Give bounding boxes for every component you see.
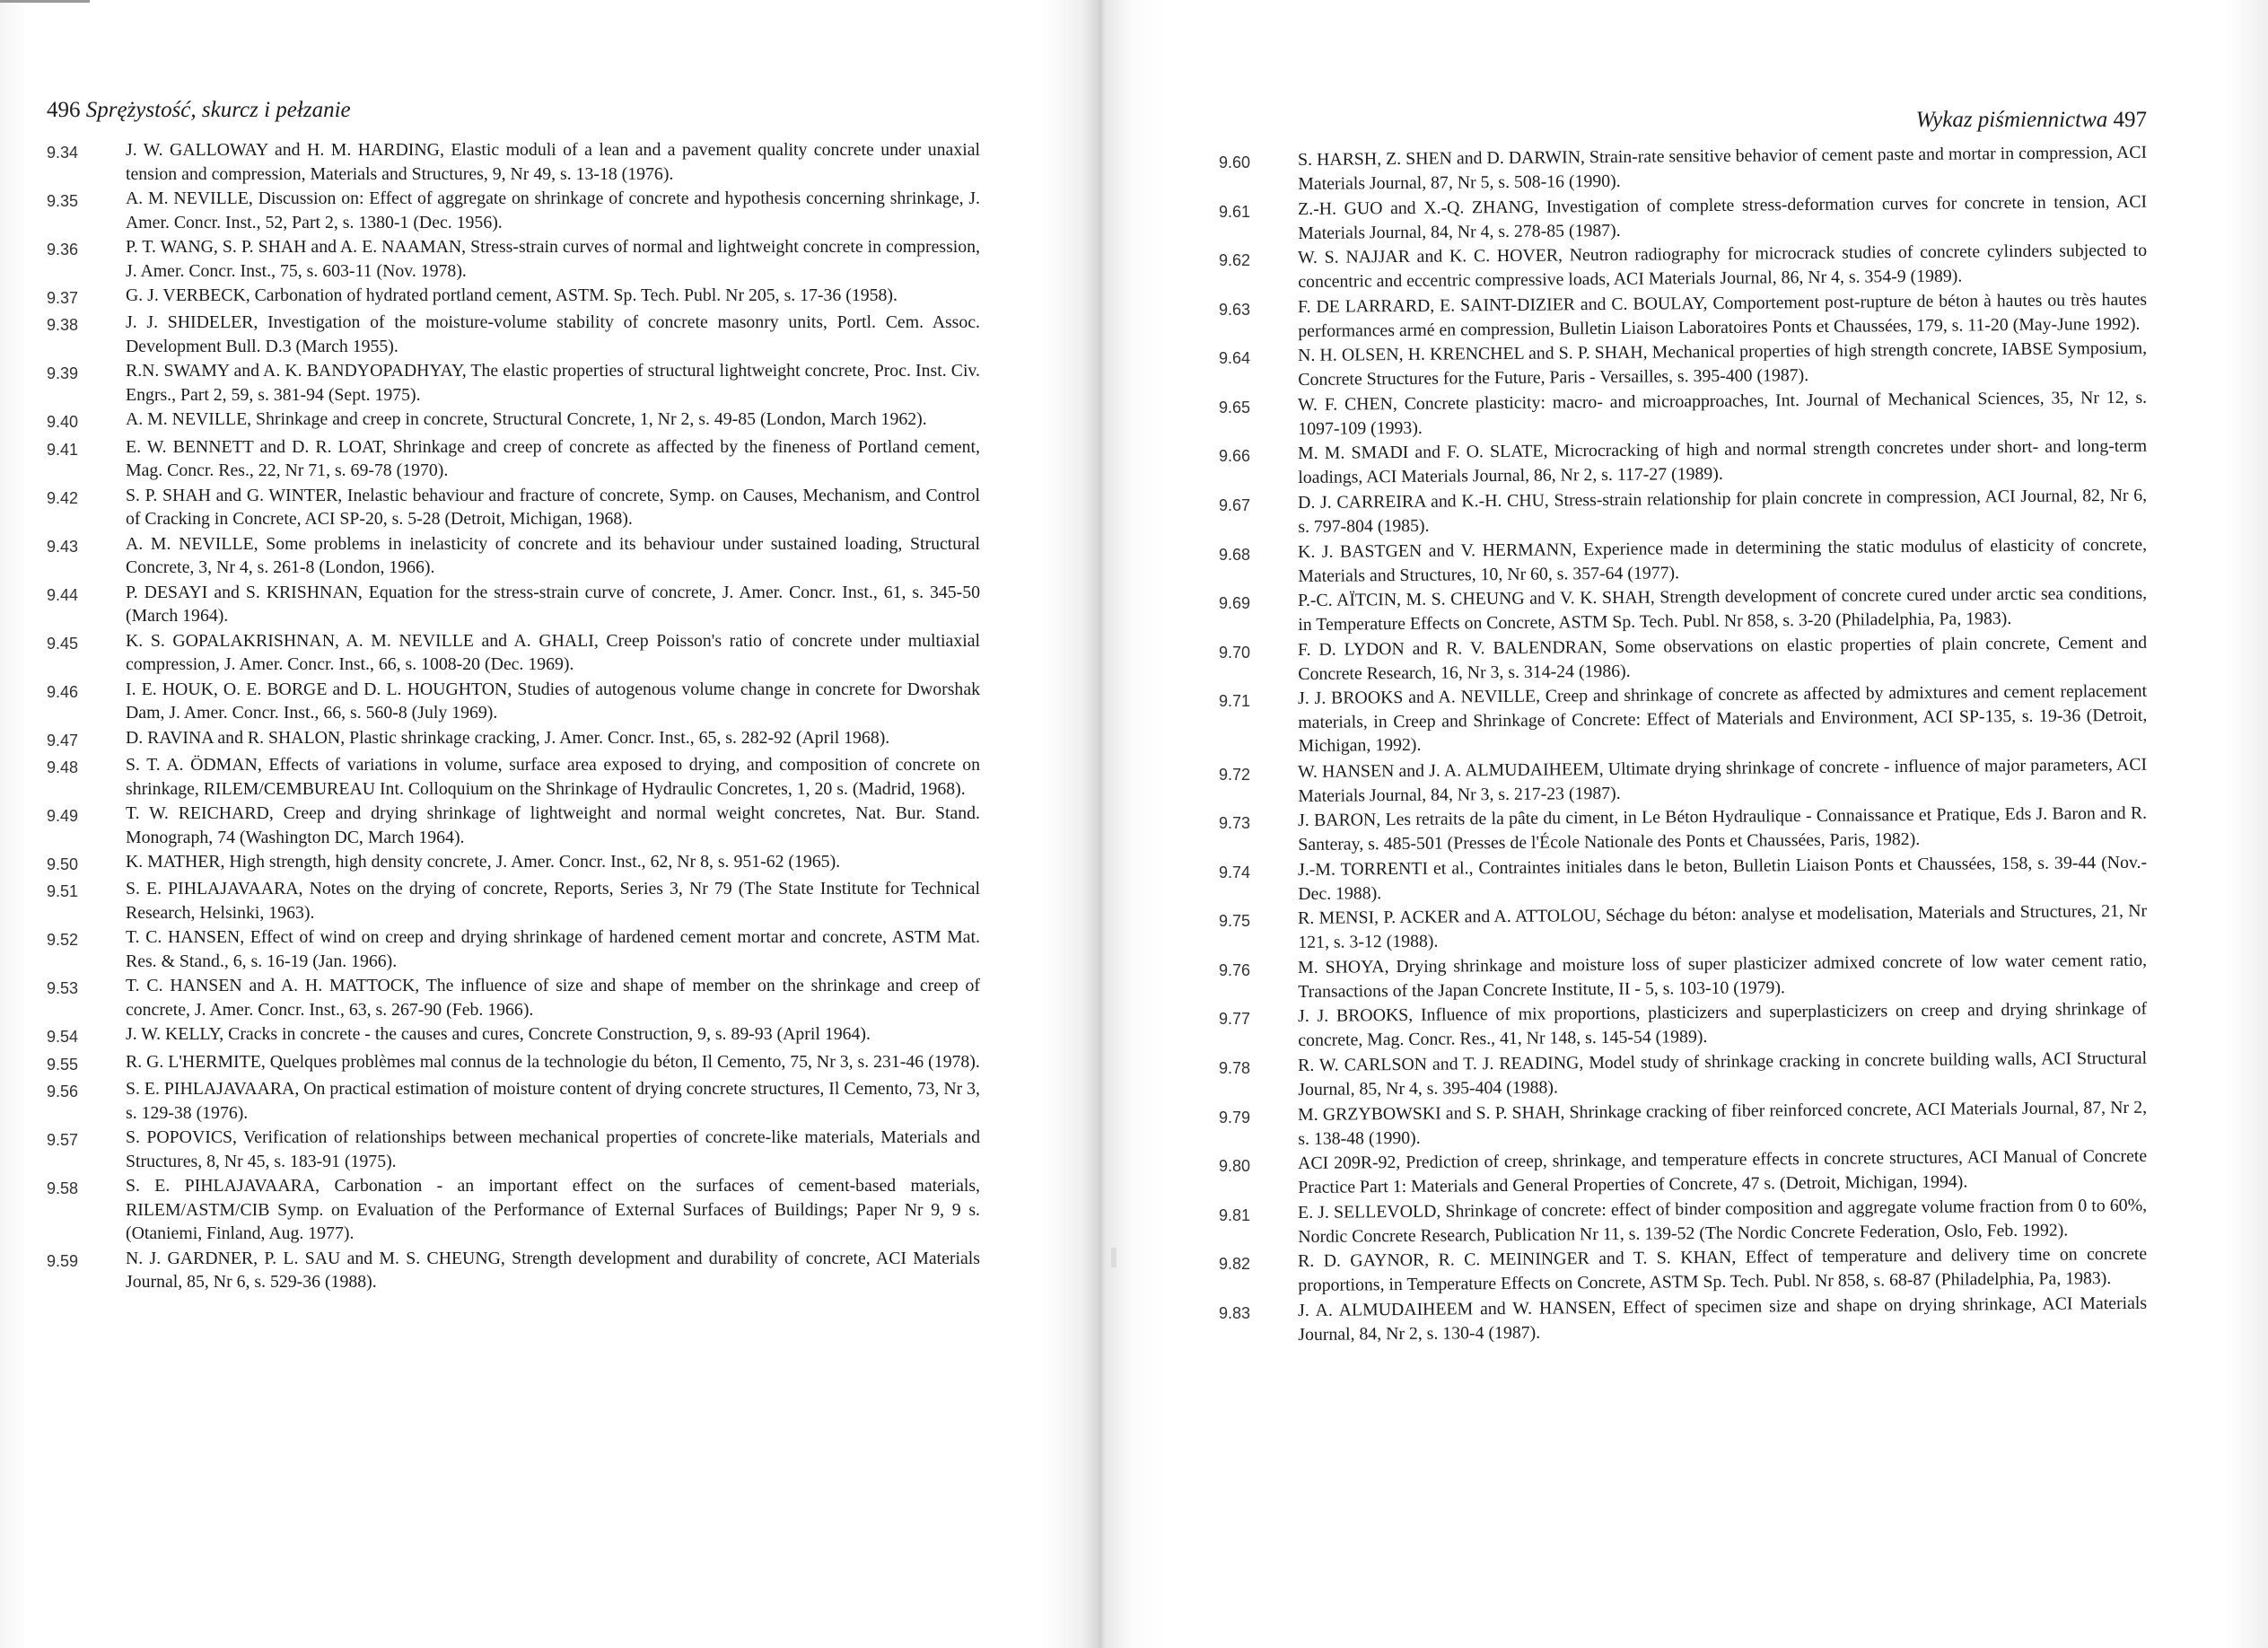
reference-entry <box>1219 240 2148 294</box>
reference-text: N. H. OLSEN, H. KRENCHEL and S. P. SHAH, Mechanical properties of high strength concrete, IABSE Symposium, Concrete Structures for the Future, Paris - Versailles, s. 395-400 (1987). <box>1298 338 2148 390</box>
reference-entry <box>1219 1048 2148 1101</box>
reference-entry <box>1219 1097 2148 1151</box>
reference-number: 9.72 <box>1219 765 1251 784</box>
reference-text: R. W. CARLSON and T. J. READING, Model study of shrinkage cracking in concrete building walls, ACI Structural Journal, 85, Nr 4, s. 395-404 (1988). <box>1298 1048 2148 1100</box>
reference-number: 9.38 <box>47 316 79 335</box>
reference-text: D. J. CARREIRA and K.-H. CHU, Stress-strain relationship for plain concrete in compression, ACI Journal, 82, Nr 6, s. 797-804 (1985). <box>1298 485 2148 537</box>
reference-number: 9.49 <box>47 806 79 825</box>
reference-number: 9.52 <box>47 931 79 950</box>
reference-number: 9.69 <box>1219 594 1251 613</box>
reference-entry <box>47 1174 980 1246</box>
reference-entry <box>1219 632 2148 686</box>
reference-entry <box>1219 485 2148 539</box>
reference-entry <box>47 925 980 973</box>
reference-number: 9.68 <box>1219 545 1251 564</box>
reference-entry <box>1219 583 2148 636</box>
reference-number: 9.61 <box>1219 202 1251 221</box>
reference-text: K. MATHER, High strength, high density concrete, J. Amer. Concr. Inst., 62, Nr 8, s. 951-62 (1965). <box>126 851 841 872</box>
reference-number: 9.42 <box>47 488 79 507</box>
binding-mark <box>1111 1248 1116 1267</box>
reference-text: N. J. GARDNER, P. L. SAU and M. S. CHEUNG, Strength development and durability of concrete, ACI Materials Journal, 85, Nr 6, s. 529-36 (1988). <box>126 1248 980 1293</box>
left-header-title: Sprężystość, skurcz i pełzanie <box>85 98 351 122</box>
reference-text: S. HARSH, Z. SHEN and D. DARWIN, Strain-rate sensitive behavior of cement paste and mortar in compression, ACI Materials Journal, 87, Nr 5, s. 508-16 (1990). <box>1298 142 2148 194</box>
reference-text: ACI 209R-92, Prediction of creep, shrinkage, and temperature effects in concrete structures, ACI Manual of Concrete Practice Part 1: Materials and General Properties of Concrete, 47 s. (Detroit, Michigan, 1994). <box>1298 1145 2148 1197</box>
right-page <box>1219 103 2147 1347</box>
left-page <box>47 93 980 1295</box>
reference-number: 9.37 <box>47 288 79 307</box>
reference-entry <box>1219 534 2148 588</box>
reference-entry <box>47 235 980 283</box>
reference-entry <box>47 1022 980 1049</box>
reference-entry <box>1219 436 2148 489</box>
right-reference-list <box>1219 142 2148 1346</box>
right-page-number: 497 <box>2113 108 2147 132</box>
reference-text: P. DESAYI and S. KRISHNAN, Equation for the stress-strain curve of concrete, J. Amer. Concr. Inst., 61, s. 345-50 (March 1964). <box>126 582 980 627</box>
reference-entry <box>47 435 980 483</box>
reference-text: A. M. NEVILLE, Shrinkage and creep in concrete, Structural Concrete, 1, Nr 2, s. 49-85 (London, March 1962). <box>126 409 927 430</box>
reference-entry <box>1219 999 2148 1052</box>
reference-entry <box>47 484 980 531</box>
reference-text: J. BARON, Les retraits de la pâte du ciment, in Le Béton Hydraulique - Connaissance et Pratique, Eds J. Baron and R. Santeray, s. 485-501 (Presses de l'École Nationale des Ponts et Chaussées, Paris, 1982). <box>1298 802 2148 855</box>
reference-text: M. SHOYA, Drying shrinkage and moisture loss of super plasticizer admixed concrete of low water cement ratio, Transactions of the Japan Concrete Institute, II - 5, s. 103-10 (1979). <box>1298 950 2148 1002</box>
reference-entry <box>47 753 980 801</box>
reference-number: 9.62 <box>1219 251 1251 270</box>
reference-text: J. J. BROOKS, Influence of mix proportions, plasticizers and superplasticizers on creep and drying shrinkage of concrete, Mag. Concr. Res., 41, Nr 148, s. 145-54 (1989). <box>1298 999 2148 1051</box>
reference-number: 9.64 <box>1219 349 1251 368</box>
reference-number: 9.74 <box>1219 863 1251 881</box>
reference-number: 9.75 <box>1219 912 1251 931</box>
reference-text: R. D. GAYNOR, R. C. MEININGER and T. S. KHAN, Effect of temperature and delivery time on concrete proportions, in Temperature Effects on Concrete, ASTM Sp. Tech. Publ. Nr 858, s. 68-87 (Philadelphia, Pa, 1983). <box>1298 1244 2148 1295</box>
reference-text: T. C. HANSEN, Effect of wind on creep and drying shrinkage of hardened cement mortar and concrete, ASTM Mat. Res. & Stand., 6, s. 16-19 (Jan. 1966). <box>126 927 980 971</box>
reference-entry <box>47 532 980 580</box>
reference-text: G. J. VERBECK, Carbonation of hydrated portland cement, ASTM. Sp. Tech. Publ. Nr 205, s. 17-36 (1958). <box>126 285 898 305</box>
reference-entry <box>47 678 980 725</box>
scan-edge-line <box>0 0 90 3</box>
reference-text: K. S. GOPALAKRISHNAN, A. M. NEVILLE and A. GHALI, Creep Poisson's ratio of concrete under multiaxial compression, J. Amer. Concr. Inst., 66, s. 1008-20 (Dec. 1969). <box>126 630 980 675</box>
reference-text: F. DE LARRARD, E. SAINT-DIZIER and C. BOULAY, Comportement post-rupture de béton à hautes ou très hautes performances armé en compression, Bulletin Liaison Laboratoires Ponts et Chaussées, 179, s. 11-20 (May-June 1992). <box>1298 289 2148 341</box>
reference-number: 9.76 <box>1219 960 1251 979</box>
reference-text: E. W. BENNETT and D. R. LOAT, Shrinkage and creep of concrete as affected by the fineness of Portland cement, Mag. Concr. Res., 22, Nr 71, s. 69-78 (1970). <box>126 436 980 481</box>
reference-number: 9.67 <box>1219 496 1251 515</box>
reference-text: A. M. NEVILLE, Discussion on: Effect of aggregate on shrinkage of concrete and hypothesis concerning shrinkage, J. Amer. Concr. Inst., 52, Part 2, s. 1380-1 (Dec. 1956). <box>126 188 980 232</box>
reference-number: 9.65 <box>1219 398 1251 416</box>
reference-entry <box>47 1050 980 1077</box>
reference-number: 9.82 <box>1219 1255 1251 1274</box>
reference-entry <box>47 1077 980 1125</box>
reference-number: 9.59 <box>47 1251 79 1270</box>
reference-text: R. G. L'HERMITE, Quelques problèmes mal connus de la technologie du béton, Il Cemento, 75, Nr 3, s. 231-46 (1978). <box>126 1051 980 1072</box>
left-page-number: 496 <box>47 98 81 122</box>
reference-text: W. S. NAJJAR and K. C. HOVER, Neutron radiography for microcrack studies of concrete cylinders subjected to concentric and eccentric compressive loads, ACI Materials Journal, 86, Nr 4, s. 354-9 (1989). <box>1298 240 2148 292</box>
reference-entry <box>47 1247 980 1294</box>
reference-entry <box>47 284 980 311</box>
reference-text: K. J. BASTGEN and V. HERMANN, Experience made in determining the static modulus of elasticity of concrete, Materials and Structures, 10, Nr 60, s. 357-64 (1977). <box>1298 534 2148 586</box>
reference-text: J.-M. TORRENTI et al., Contraintes initiales dans le beton, Bulletin Liaison Ponts et Chaussées, 158, s. 39-44 (Nov.-Dec. 1988). <box>1298 852 2148 904</box>
reference-text: M. GRZYBOWSKI and S. P. SHAH, Shrinkage cracking of fiber reinforced concrete, ACI Materials Journal, 87, Nr 2, s. 138-48 (1990). <box>1298 1097 2148 1149</box>
reference-number: 9.39 <box>47 364 79 383</box>
reference-entry <box>1219 387 2148 441</box>
reference-entry <box>1219 901 2148 954</box>
reference-entry <box>1219 338 2148 391</box>
reference-entry <box>47 850 980 877</box>
reference-entry <box>47 1126 980 1173</box>
reference-text: S. E. PIHLAJAVAARA, Notes on the drying of concrete, Reports, Series 3, Nr 79 (The State Institute for Technical Research, Helsinki, 1963). <box>126 879 980 923</box>
reference-text: T. C. HANSEN and A. H. MATTOCK, The influence of size and shape of member on the shrinkage and creep of concrete, J. Amer. Concr. Inst., 63, s. 267-90 (Feb. 1966). <box>126 976 980 1020</box>
reference-text: I. E. HOUK, O. E. BORGE and D. L. HOUGHTON, Studies of autogenous volume change in concrete for Dworshak Dam, J. Amer. Concr. Inst., 66, s. 560-8 (July 1969). <box>126 679 980 723</box>
reference-number: 9.45 <box>47 634 79 653</box>
reference-text: J. J. BROOKS and A. NEVILLE, Creep and shrinkage of concrete as affected by admixtures and cement replacement materials, in Creep and Shrinkage of Concrete: Effect of Materials and Environment, ACI SP-135, s. 19-36 (Detroit, Michigan, 1992). <box>1298 681 2148 757</box>
reference-entry <box>1219 681 2148 758</box>
reference-text: F. D. LYDON and R. V. BALENDRAN, Some observations on elastic properties of plain concrete, Cement and Concrete Research, 16, Nr 3, s. 314-24 (1986). <box>1298 632 2148 684</box>
reference-number: 9.51 <box>47 882 79 901</box>
reference-number: 9.47 <box>47 731 79 749</box>
reference-text: P. T. WANG, S. P. SHAH and A. E. NAAMAN, Stress-strain curves of normal and lightweight concrete in compression, J. Amer. Concr. Inst., 75, s. 603-11 (Nov. 1978). <box>126 236 980 281</box>
reference-entry <box>47 726 980 753</box>
reference-number: 9.73 <box>1219 814 1251 833</box>
reference-number: 9.57 <box>47 1131 79 1150</box>
reference-entry <box>47 629 980 677</box>
reference-text: T. W. REICHARD, Creep and drying shrinkage of lightweight and normal weight concretes, Nat. Bur. Stand. Monograph, 74 (Washington DC, March 1964). <box>126 802 980 847</box>
reference-text: S. E. PIHLAJAVAARA, On practical estimation of moisture content of drying concrete structures, Il Cemento, 73, Nr 3, s. 129-38 (1976). <box>126 1079 980 1123</box>
reference-number: 9.34 <box>47 144 79 162</box>
reference-entry <box>1219 1195 2148 1249</box>
reference-text: E. J. SELLEVOLD, Shrinkage of concrete: effect of binder composition and aggregate volume fraction from 0 to 60%, Nordic Concrete Research, Publication Nr 11, s. 139-52 (The Nordic Concrete Federation, Oslo, Feb. 1992). <box>1298 1195 2148 1247</box>
reference-entry <box>1219 754 2148 808</box>
reference-number: 9.53 <box>47 979 79 998</box>
reference-number: 9.56 <box>47 1083 79 1101</box>
reference-number: 9.71 <box>1219 692 1251 711</box>
reference-entry <box>47 359 980 407</box>
reference-entry <box>47 187 980 234</box>
reference-entry <box>47 311 980 358</box>
reference-number: 9.77 <box>1219 1010 1251 1029</box>
right-running-header <box>1219 103 2147 137</box>
reference-text: S. POPOVICS, Verification of relationships between mechanical properties of concrete-like materials, Materials and Structures, 8, Nr 45, s. 183-91 (1975). <box>126 1127 980 1171</box>
reference-number: 9.48 <box>47 758 79 776</box>
reference-entry <box>47 802 980 849</box>
reference-number: 9.55 <box>47 1055 79 1074</box>
reference-number: 9.44 <box>47 585 79 604</box>
reference-entry <box>47 877 980 925</box>
reference-entry <box>47 408 980 434</box>
reference-entry <box>47 974 980 1021</box>
reference-text: S. E. PIHLAJAVAARA, Carbonation - an important effect on the surfaces of cement-based materials, RILEM/ASTM/CIB Symp. on Evaluation of the Performance of External Surfaces of Buildings; Paper Nr 9, 9 s. (Otaniemi, Finland, Aug. 1977). <box>126 1176 980 1244</box>
reference-number: 9.83 <box>1219 1303 1251 1322</box>
reference-number: 9.54 <box>47 1028 79 1047</box>
reference-entry <box>1219 1244 2148 1297</box>
reference-entry <box>1219 802 2148 856</box>
reference-number: 9.80 <box>1219 1157 1251 1176</box>
reference-number: 9.43 <box>47 537 79 556</box>
reference-text: D. RAVINA and R. SHALON, Plastic shrinkage cracking, J. Amer. Concr. Inst., 65, s. 282-92 (April 1968). <box>126 727 890 748</box>
reference-text: J. J. SHIDELER, Investigation of the moisture-volume stability of concrete masonry units, Portl. Cem. Assoc. Development Bull. D.3 (March 1955). <box>126 312 980 356</box>
reference-text: J. W. GALLOWAY and H. M. HARDING, Elastic moduli of a lean and a pavement quality concrete under unaxial tension and compression, Materials and Structures, 9, Nr 49, s. 13-18 (1976). <box>126 140 980 184</box>
reference-number: 9.50 <box>47 855 79 873</box>
reference-entry <box>1219 852 2148 906</box>
reference-number: 9.78 <box>1219 1059 1251 1077</box>
reference-text: R. MENSI, P. ACKER and A. ATTOLOU, Séchage du béton: analyse et modelisation, Materials and Structures, 21, Nr 121, s. 3-12 (1988). <box>1298 901 2148 952</box>
reference-entry <box>1219 950 2148 1004</box>
reference-text: Z.-H. GUO and X.-Q. ZHANG, Investigation of complete stress-deformation curves for concrete in tension, ACI Materials Journal, 84, Nr 4, s. 278-85 (1987). <box>1298 191 2148 243</box>
reference-text: P.-C. AÏTCIN, M. S. CHEUNG and V. K. SHAH, Strength development of concrete cured under arctic sea conditions, in Temperature Effects on Concrete, ASTM Sp. Tech. Publ. Nr 858, s. 3-20 (Philadelphia, Pa, 1983). <box>1298 583 2148 635</box>
reference-entry <box>1219 191 2148 245</box>
reference-number: 9.60 <box>1219 153 1251 171</box>
reference-number: 9.66 <box>1219 447 1251 466</box>
reference-number: 9.79 <box>1219 1108 1251 1126</box>
reference-text: J. A. ALMUDAIHEEM and W. HANSEN, Effect of specimen size and shape on drying shrinkage, ACI Materials Journal, 84, Nr 2, s. 130-4 (1987). <box>1298 1293 2148 1345</box>
reference-number: 9.46 <box>47 682 79 701</box>
reference-entry <box>1219 289 2148 343</box>
reference-number: 9.41 <box>47 440 79 459</box>
reference-entry <box>47 138 980 186</box>
reference-number: 9.40 <box>47 413 79 432</box>
reference-entry <box>1219 1145 2148 1199</box>
reference-text: M. M. SMADI and F. O. SLATE, Microcracking of high and normal strength concretes under short- and long-term loadings, ACI Materials Journal, 86, Nr 2, s. 117-27 (1989). <box>1298 436 2148 488</box>
reference-text: S. T. A. ÖDMAN, Effects of variations in volume, surface area exposed to drying, and composition of concrete on shrinkage, RILEM/CEMBUREAU Int. Colloquium on the Shrinkage of Hydraulic Concretes, 1, 20 s. (Madrid, 1968). <box>126 755 980 799</box>
reference-number: 9.36 <box>47 240 79 259</box>
reference-text: S. P. SHAH and G. WINTER, Inelastic behaviour and fracture of concrete, Symp. on Causes, Mechanism, and Control of Cracking in Concrete, ACI SP-20, s. 5-28 (Detroit, Michigan, 1968). <box>126 485 980 530</box>
right-header-title: Wykaz piśmiennictwa <box>1915 108 2108 132</box>
reference-number: 9.81 <box>1219 1205 1251 1224</box>
reference-text: W. F. CHEN, Concrete plasticity: macro- and microapproaches, Int. Journal of Mechanical Sciences, 35, Nr 12, s. 1097-109 (1993). <box>1298 387 2148 439</box>
reference-text: A. M. NEVILLE, Some problems in inelasticity of concrete and its behaviour under sustained loading, Structural Concrete, 3, Nr 4, s. 261-8 (London, 1966). <box>126 533 980 578</box>
reference-number: 9.35 <box>47 191 79 210</box>
reference-text: J. W. KELLY, Cracks in concrete - the causes and cures, Concrete Construction, 9, s. 89-93 (April 1964). <box>126 1024 871 1045</box>
reference-entry <box>1219 142 2148 196</box>
reference-entry <box>1219 1293 2148 1346</box>
reference-text: R.N. SWAMY and A. K. BANDYOPADHYAY, The elastic properties of structural lightweight concrete, Proc. Inst. Civ. Engrs., Part 2, 59, s. 381-94 (Sept. 1975). <box>126 361 980 405</box>
reference-number: 9.70 <box>1219 643 1251 662</box>
left-running-header <box>47 93 980 127</box>
left-reference-list <box>47 138 980 1294</box>
reference-number: 9.63 <box>1219 300 1251 319</box>
reference-text: W. HANSEN and J. A. ALMUDAIHEEM, Ultimate drying shrinkage of concrete - influence of major parameters, ACI Materials Journal, 84, Nr 3, s. 217-23 (1987). <box>1298 754 2148 806</box>
reference-entry <box>47 581 980 628</box>
reference-number: 9.58 <box>47 1179 79 1198</box>
